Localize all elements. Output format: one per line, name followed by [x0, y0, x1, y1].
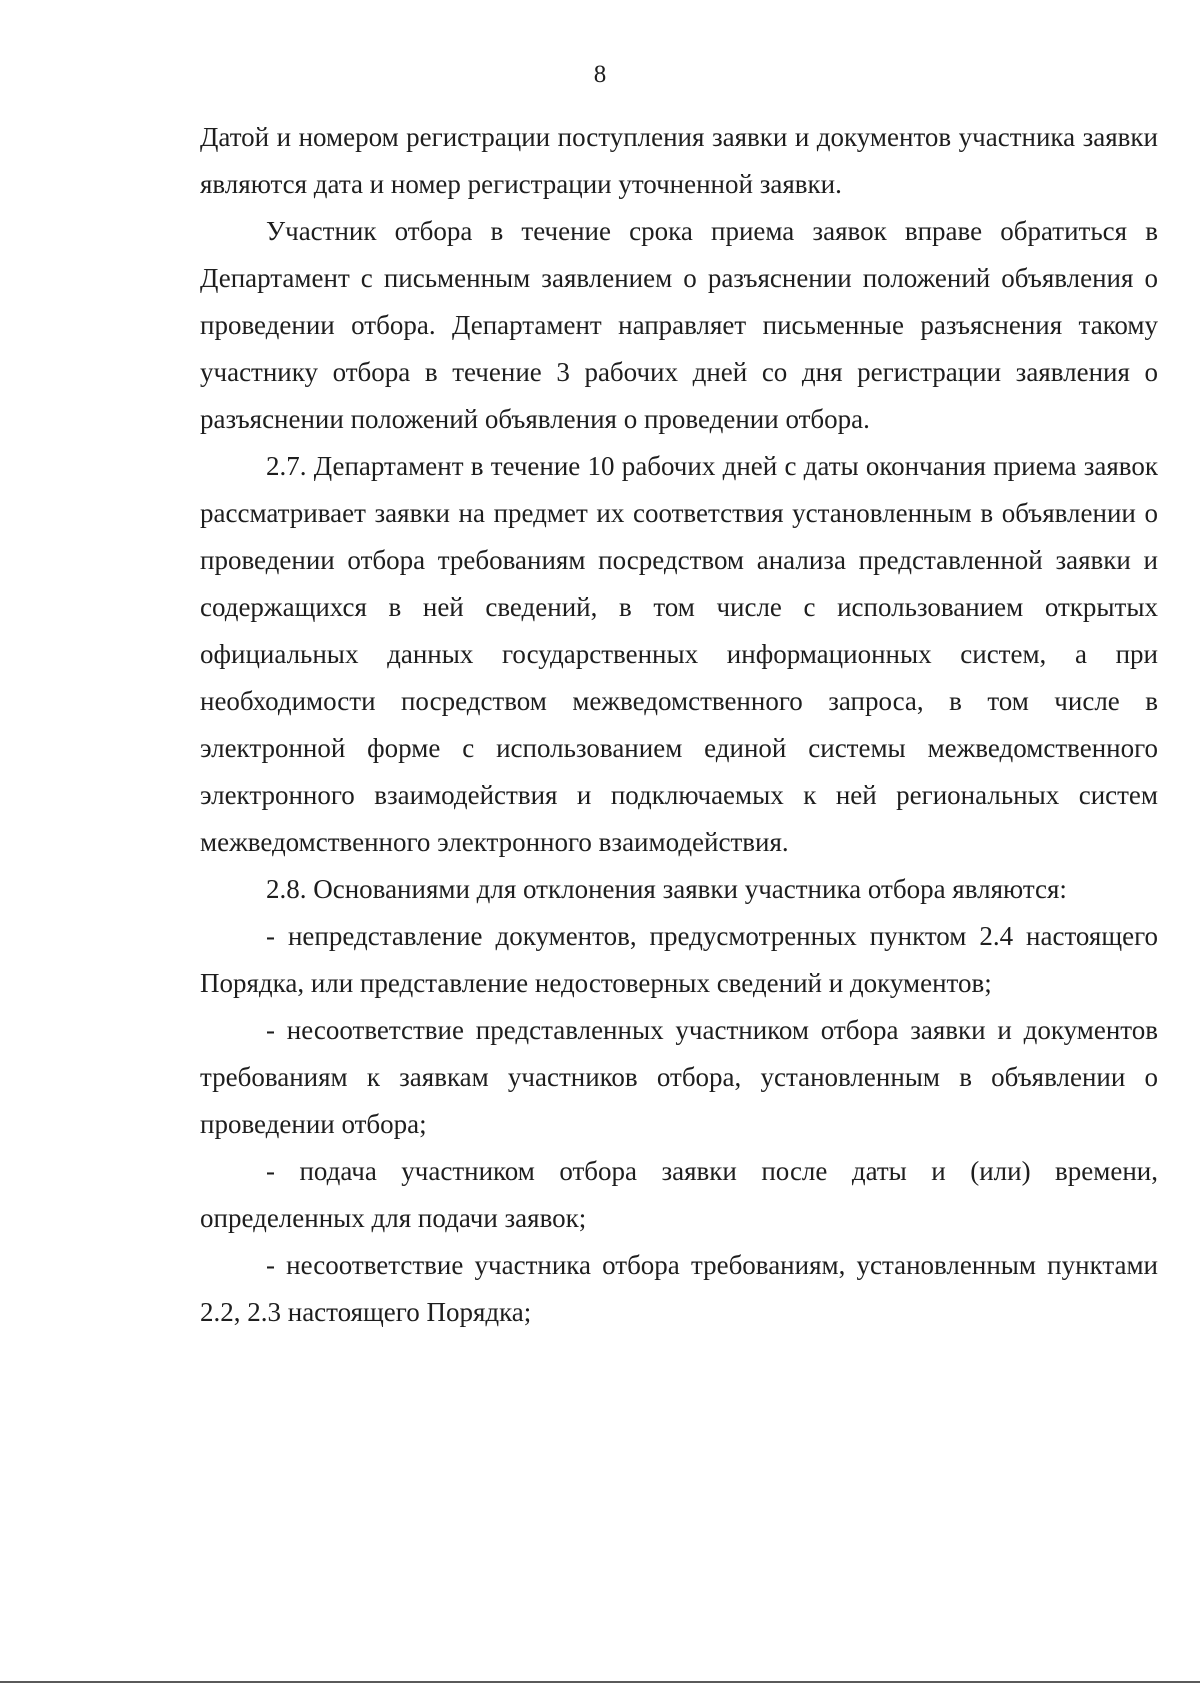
- document-body: [200, 114, 1158, 1336]
- list-item-participant-requirements: - несоответствие участника отбора требованиям, установленным пунктами 2.2, 2.3 настоящего Порядка;: [200, 1250, 1158, 1327]
- paragraph-clarification-request: Участник отбора в течение срока приема заявок вправе обратиться в Департамент с письменным заявлением о разъяснении положений объявления о проведении отбора. Департамент направляет письменные разъяснения такому участнику отбора в течение 3 рабочих дней со дня регистрации заявления о разъяснении положений объявления о проведении отбора.: [200, 216, 1158, 434]
- paragraph-2-7: 2.7. Департамент в течение 10 рабочих дней с даты окончания приема заявок рассматривает заявки на предмет их соответствия установленным в объявлении о проведении отбора требованиям посредством анализа представленной заявки и содержащихся в ней сведений, в том числе с использованием открытых официальных данных государственных информационных систем, а при необходимости посредством межведомственного запроса, в том числе в электронной форме с использованием единой системы межведомственного электронного взаимодействия и подключаемых к ней региональных систем межведомственного электронного взаимодействия.: [200, 451, 1158, 857]
- list-item-nonconforming-application: - несоответствие представленных участником отбора заявки и документов требованиям к заявкам участников отбора, установленным в объявлении о проведении отбора;: [200, 1015, 1158, 1139]
- paragraph-2-8: 2.8. Основаниями для отклонения заявки участника отбора являются:: [266, 874, 1067, 904]
- list-item-late-submission: - подача участником отбора заявки после даты и (или) времени, определенных для подачи заявок;: [200, 1156, 1158, 1233]
- paragraph-registration-date: Датой и номером регистрации поступления заявки и документов участника заявки являются дата и номер регистрации уточненной заявки.: [200, 122, 1158, 199]
- list-item-missing-documents: - непредставление документов, предусмотренных пунктом 2.4 настоящего Порядка, или представление недостоверных сведений и документов;: [200, 921, 1158, 998]
- page-number: 8: [593, 61, 607, 88]
- scan-edge-line: [0, 1681, 1200, 1683]
